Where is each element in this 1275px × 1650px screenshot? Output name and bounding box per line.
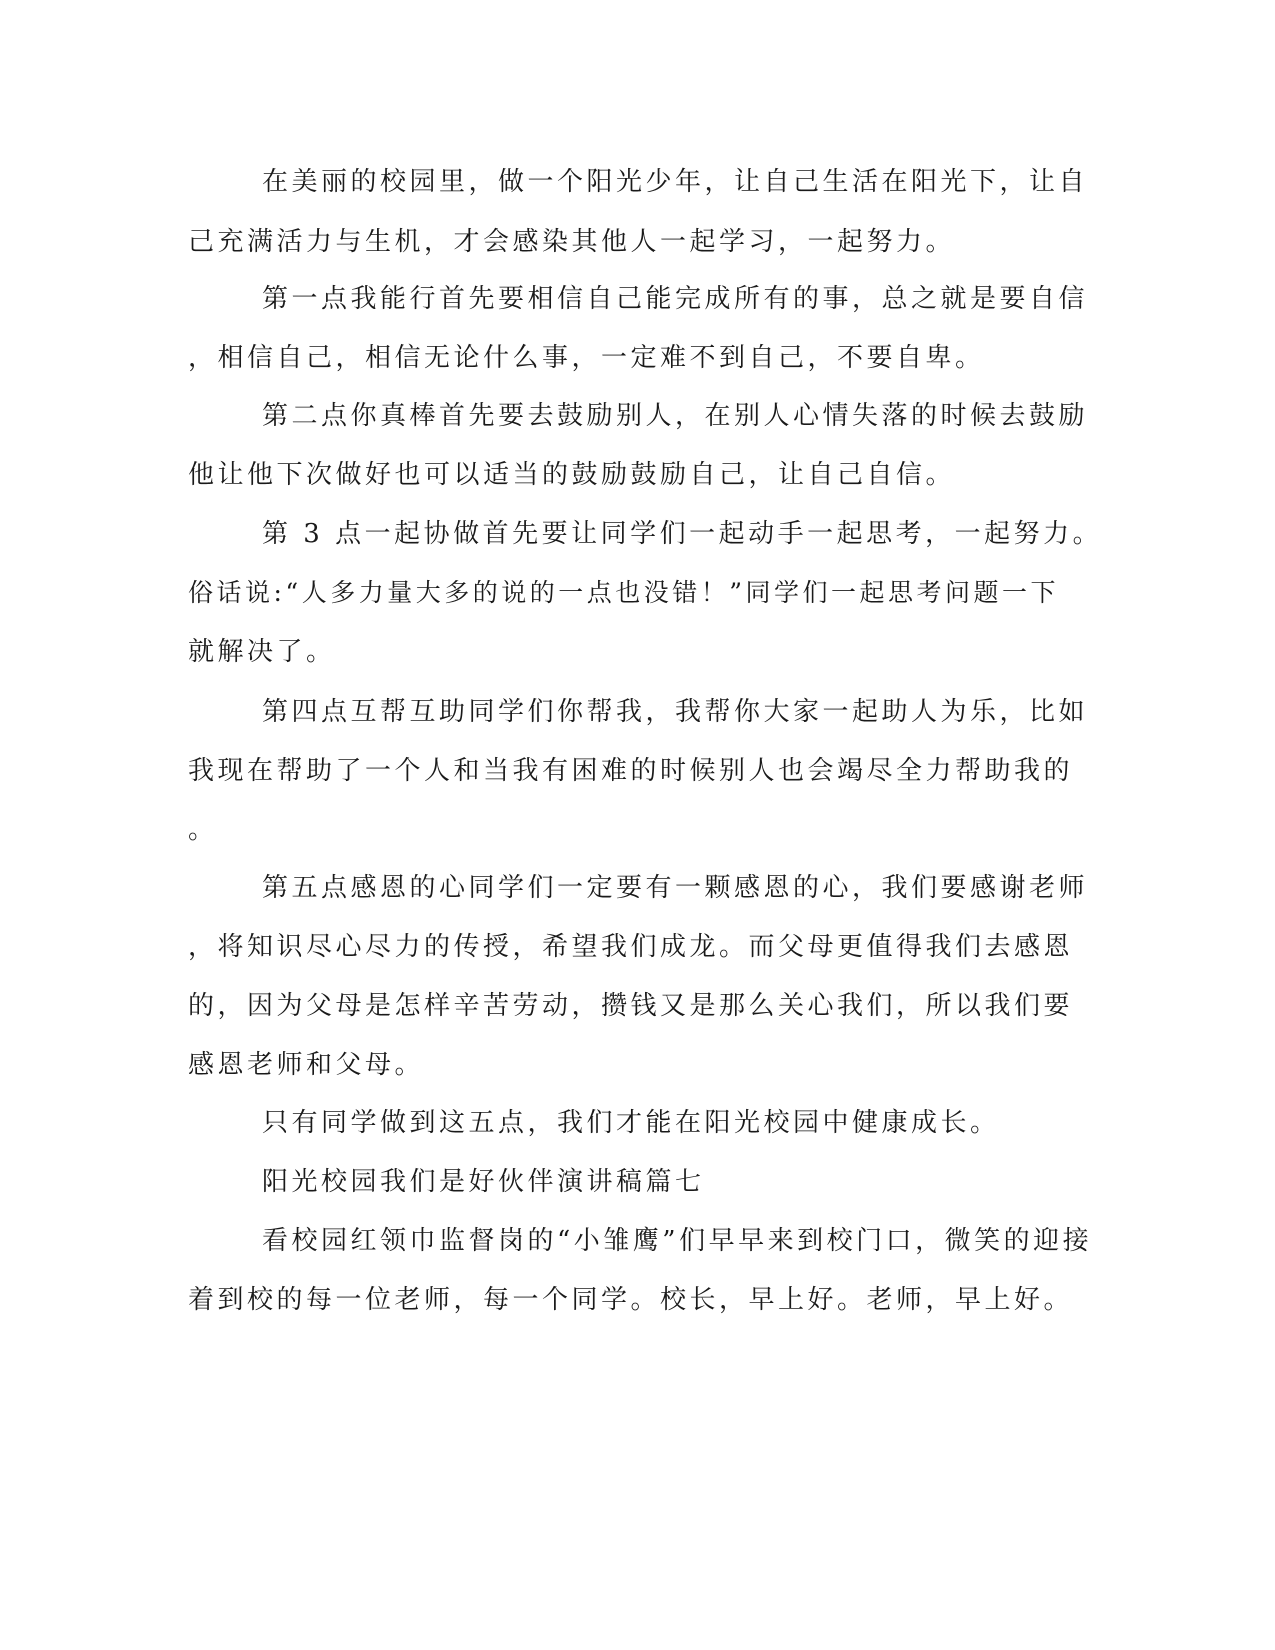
text-line-8: 俗话说:“人多力量大多的说的一点也没错！”同学们一起思考问题一下 bbox=[188, 578, 1059, 607]
text-line-16: 感恩老师和父母。 bbox=[188, 1050, 425, 1080]
text-line-5: 第二点你真棒首先要去鼓励别人，在别人心情失落的时候去鼓励 bbox=[262, 401, 1089, 431]
text-line-7: 第 3 点一起协做首先要让同学们一起动手一起思考，一起努力。 bbox=[262, 519, 1103, 549]
text-line-4: ，相信自己，相信无论什么事，一定难不到自己，不要自卑。 bbox=[188, 343, 985, 373]
text-line-11: 我现在帮助了一个人和当我有困难的时候别人也会竭尽全力帮助我的 bbox=[188, 756, 1074, 786]
text-line-13: 第五点感恩的心同学们一定要有一颗感恩的心，我们要感谢老师 bbox=[262, 873, 1089, 903]
text-line-6: 他让他下次做好也可以适当的鼓励鼓励自己，让自己自信。 bbox=[188, 460, 956, 490]
text-line-19: 看校园红领巾监督岗的“小雏鹰”们早早来到校门口，微笑的迎接 bbox=[262, 1226, 1093, 1256]
text-line-3: 第一点我能行首先要相信自己能完成所有的事，总之就是要自信 bbox=[262, 284, 1089, 314]
text-line-17: 只有同学做到这五点，我们才能在阳光校园中健康成长。 bbox=[262, 1108, 1000, 1138]
text-line-9: 就解决了。 bbox=[188, 637, 336, 667]
text-line-15: 的，因为父母是怎样辛苦劳动，攒钱又是那么关心我们，所以我们要 bbox=[188, 991, 1074, 1021]
text-line-10: 第四点互帮互助同学们你帮我，我帮你大家一起助人为乐，比如 bbox=[262, 697, 1089, 727]
text-line-20: 着到校的每一位老师，每一个同学。校长，早上好。老师，早上好。 bbox=[188, 1285, 1074, 1315]
text-line-12: 。 bbox=[188, 815, 218, 845]
section-heading: 阳光校园我们是好伙伴演讲稿篇七 bbox=[262, 1167, 705, 1197]
text-line-14: ，将知识尽心尽力的传授，希望我们成龙。而父母更值得我们去感恩 bbox=[188, 932, 1074, 962]
text-line-2: 己充满活力与生机，才会感染其他人一起学习，一起努力。 bbox=[188, 227, 956, 257]
text-line-1: 在美丽的校园里，做一个阳光少年，让自己生活在阳光下，让自 bbox=[262, 167, 1089, 197]
